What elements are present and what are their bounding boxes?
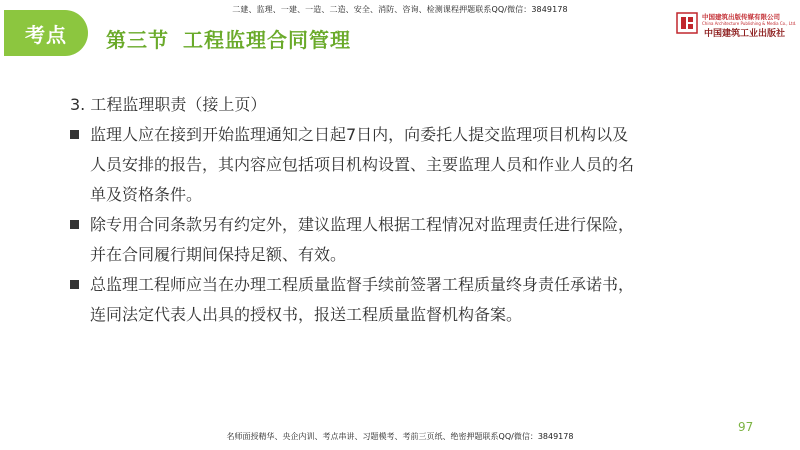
- list-item-line: 连同法定代表人出具的授权书，报送工程质量监督机构备案。: [90, 305, 523, 324]
- list-item: [64, 270, 764, 330]
- list-item-line: 并在合同履行期间保持足额、有效。: [90, 245, 347, 264]
- list-item-line: 人员安排的报告，其内容应包括项目机构设置、主要监理人员和作业人员的名: [90, 155, 635, 174]
- bullet-square-icon: [70, 280, 79, 289]
- badge-label: 考点: [25, 22, 67, 47]
- page-number: 97: [738, 420, 754, 434]
- content-heading: 3. 工程监理职责（接上页）: [70, 95, 267, 114]
- bullet-square-icon: [70, 220, 79, 229]
- section-title: [106, 24, 351, 53]
- list-item-line: 监理人应在接到开始监理通知之日起7日内，向委托人提交监理项目机构以及: [90, 125, 629, 144]
- publisher-name-script: 中国建筑工业出版社: [704, 29, 786, 39]
- bottom-banner: 名师面授精华、央企内训、考点串讲、习题模考、考前三页纸、绝密押题联系QQ/微信：3849178: [226, 432, 574, 441]
- list-item: [64, 210, 764, 270]
- list-item-line: 总监理工程师应当在办理工程质量监督手续前签署工程质量终身责任承诺书，: [90, 275, 635, 294]
- content-body: [64, 90, 764, 330]
- section-name: 工程监理合同管理: [183, 28, 351, 52]
- publisher-name-cn: 中国建筑出版传媒有限公司: [702, 13, 780, 21]
- publisher-name-en: China Architecture Publishing & Media Co., Ltd.: [702, 21, 797, 26]
- list-item-line: 单及资格条件。: [90, 185, 203, 204]
- top-banner: 二建、监理、一建、一造、二造、安全、消防、咨询、检测课程押题联系QQ/微信：3849178: [232, 5, 568, 14]
- list-item-line: 除专用合同条款另有约定外，建议监理人根据工程情况对监理责任进行保险，: [90, 215, 635, 234]
- publisher-logo-block: [676, 10, 797, 39]
- topic-badge: [4, 10, 88, 56]
- bullet-square-icon: [70, 130, 79, 139]
- section-number: 第三节: [106, 28, 169, 52]
- list-item: [64, 120, 764, 210]
- publisher-emblem-icon: [676, 12, 698, 34]
